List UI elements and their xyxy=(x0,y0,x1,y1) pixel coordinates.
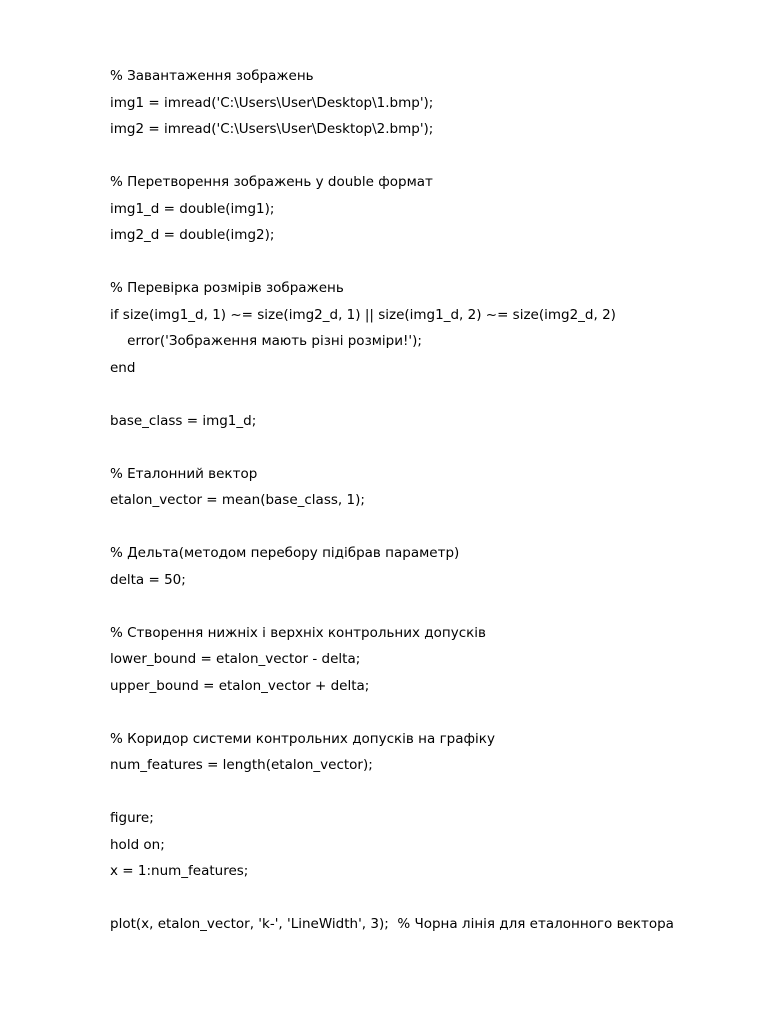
code-line: x = 1:num_features; xyxy=(110,863,249,879)
code-line: % Перевірка розмірів зображень xyxy=(110,280,344,296)
code-line: % Створення нижніх і верхніх контрольних допусків xyxy=(110,624,486,641)
code-line: figure; xyxy=(110,810,154,826)
code-line: hold on; xyxy=(110,836,165,853)
code-line: plot(x, etalon_vector, 'k-', 'LineWidth', 3); % Чорна лінія для еталонного вектора xyxy=(110,916,674,932)
code-line: img1 = imread('C:\Users\User\Desktop\1.bmp'); xyxy=(110,94,434,111)
code-line: error('Зображення мають різні розміри!'); xyxy=(110,333,422,349)
code-line: % Еталонний вектор xyxy=(110,465,258,482)
blank-line xyxy=(110,384,760,411)
code-line: img2 = imread('C:\Users\User\Desktop\2.bmp'); xyxy=(110,121,434,137)
blank-line xyxy=(110,888,760,915)
code-line: delta = 50; xyxy=(110,571,186,588)
code-line: etalon_vector = mean(base_class, 1); xyxy=(110,492,365,508)
code-line: upper_bound = etalon_vector + delta; xyxy=(110,677,370,694)
blank-line xyxy=(110,782,760,809)
blank-line xyxy=(110,252,760,279)
code-line: % Коридор системи контрольних допусків на графіку xyxy=(110,730,495,747)
code-line: img1_d = double(img1); xyxy=(110,200,275,217)
code-line: % Дельта(методом перебору підібрав параметр) xyxy=(110,545,460,561)
blank-line xyxy=(110,596,760,623)
code-line: num_features = length(etalon_vector); xyxy=(110,757,373,773)
code-line: % Завантаження зображень xyxy=(110,68,314,84)
code-line: lower_bound = etalon_vector - delta; xyxy=(110,651,361,667)
code-line: base_class = img1_d; xyxy=(110,412,257,429)
blank-line xyxy=(110,517,760,544)
code-line: if size(img1_d, 1) ~= size(img2_d, 1) || size(img1_d, 2) ~= size(img2_d, 2) xyxy=(110,306,616,323)
code-listing xyxy=(110,66,760,941)
code-line: % Перетворення зображень у double формат xyxy=(110,174,433,190)
code-line: end xyxy=(110,359,136,376)
blank-line xyxy=(110,437,760,464)
blank-line xyxy=(110,146,760,173)
blank-line xyxy=(110,702,760,729)
code-line: img2_d = double(img2); xyxy=(110,227,275,243)
